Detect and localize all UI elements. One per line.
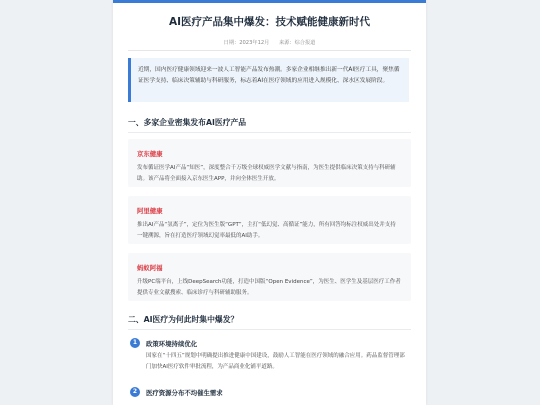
- section-2-title: 二、AI医疗为何此时集中爆发？: [128, 315, 239, 324]
- top-accent-bar: [113, 0, 426, 3]
- company-card-ant: [128, 253, 411, 301]
- company-name: 京东健康: [137, 150, 163, 158]
- header-divider: [128, 50, 411, 51]
- company-card-ali: [128, 196, 411, 244]
- article-meta: [113, 39, 426, 46]
- step-title: 医疗资源分布不均催生需求: [146, 389, 223, 397]
- article-date: 日期：2023年12月: [223, 40, 270, 46]
- step-title: 政策环境持续优化: [146, 340, 198, 348]
- article-page: [113, 0, 426, 405]
- step-desc: 国家在“十四五”规划中明确提出推进健康中国建设，鼓励人工智能在医疗领域的融合应用。药品监督管理部门加快AI医疗软件审批流程，为产品商业化铺平道路。: [146, 353, 405, 370]
- company-desc: 推出AI产品“氢离子”，定位为医生版“GPT”，主打“低幻觉、高循证”能力，所有回答均标注权威出处并支持一键溯源，旨在打造医疗领域幻觉率最低的AI助手。: [137, 222, 396, 239]
- section-1-title: 一、多家企业密集发布AI医疗产品: [128, 118, 247, 127]
- step-number-badge: 2: [130, 387, 140, 397]
- article-source: 来源：综合报道: [279, 40, 316, 46]
- company-card-jd: [128, 139, 411, 187]
- company-desc: 发布循证医学AI产品“知医”，深度整合千万级全球权威医学文献与指南，为医生提供临床决策支持与科研辅助。该产品将全面接入京东医生APP，并向全体医生开放。: [137, 165, 396, 182]
- section-1-divider: [128, 132, 411, 133]
- intro-text: 近期，国内医疗健康领域迎来一波人工智能产品发布热潮。多家企业相继推出新一代AI医疗工具，聚焦循证医学支持、临床决策辅助与科研服务，标志着AI在医疗领域的应用进入规模化、深水区发展阶段。: [138, 67, 400, 84]
- company-name: 阿里健康: [137, 207, 163, 215]
- step-number-badge: 1: [130, 338, 140, 348]
- section-2-divider: [128, 329, 411, 330]
- intro-box: [128, 58, 409, 102]
- company-desc: 升级PC端平台，上线DeepSearch功能，打造中国版“Open Evidence”，为医生、医学生及基层医疗工作者提供专业文献搜索、临床诊疗与科研辅助服务。: [137, 279, 401, 296]
- company-name: 蚂蚁阿福: [137, 264, 163, 272]
- article-title: AI医疗产品集中爆发：技术赋能健康新时代: [168, 16, 371, 28]
